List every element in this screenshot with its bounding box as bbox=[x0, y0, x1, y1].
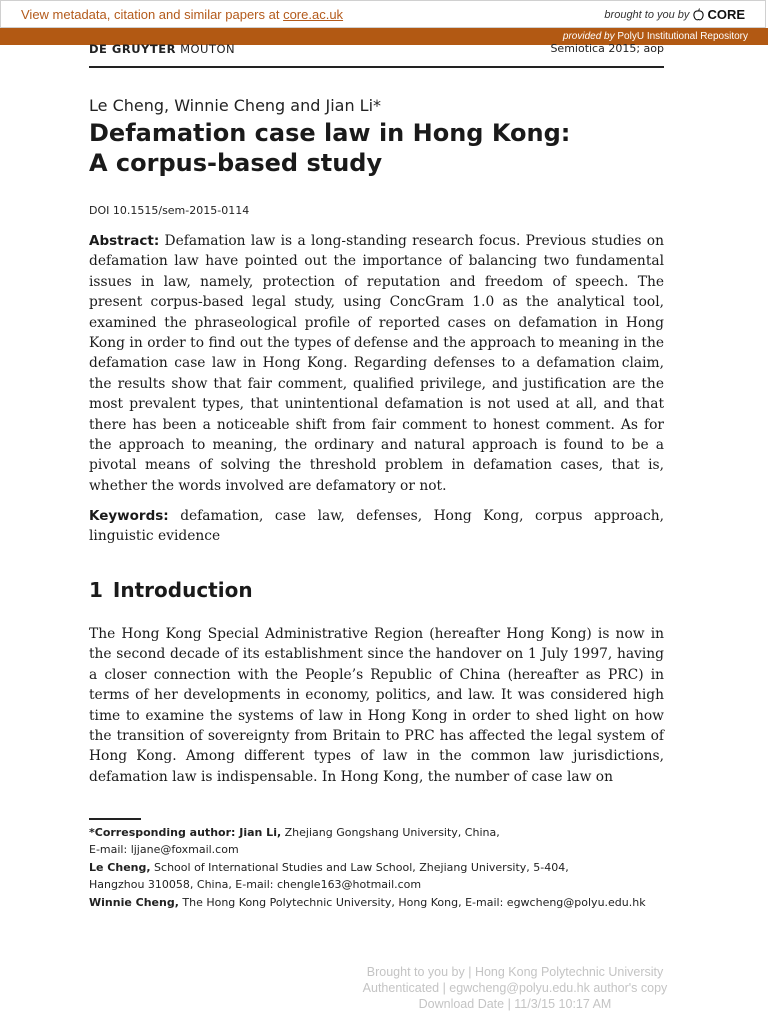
publisher-name bbox=[89, 42, 235, 56]
brought-to-you-label: brought to you by bbox=[604, 8, 690, 21]
core-banner bbox=[0, 0, 766, 28]
wcheng-label: Winnie Cheng, bbox=[89, 895, 179, 909]
cheng-affil: School of International Studies and Law School, Zhejiang University, 5-404, bbox=[150, 860, 569, 874]
wcheng-affil: The Hong Kong Polytechnic University, Hong Kong, E-mail: egwcheng@polyu.edu.hk bbox=[178, 895, 646, 909]
keywords-text: defamation, case law, defenses, Hong Kong, corpus approach, linguistic evidence bbox=[89, 508, 664, 545]
provided-by-repo-link[interactable]: PolyU Institutional Repository bbox=[617, 31, 748, 42]
footnote-rule bbox=[89, 818, 141, 820]
corr-email: E-mail: ljjane@foxmail.com bbox=[89, 843, 239, 857]
core-metadata-link[interactable] bbox=[21, 7, 343, 22]
abstract-label: Abstract: bbox=[89, 233, 160, 249]
publisher-bold: DE GRUYTER bbox=[89, 42, 176, 56]
watermark-line-2: Authenticated | egwcheng@polyu.edu.hk author's copy bbox=[362, 981, 668, 995]
footnote-corresponding bbox=[89, 824, 679, 841]
author-list: Le Cheng, Winnie Cheng and Jian Li* bbox=[89, 96, 382, 115]
doi: DOI 10.1515/sem-2015-0114 bbox=[89, 204, 250, 217]
abstract bbox=[89, 231, 664, 496]
keywords-label: Keywords: bbox=[89, 508, 169, 524]
core-link-domain: core.ac.uk bbox=[283, 7, 344, 22]
title-line-2: A corpus-based study bbox=[89, 149, 383, 177]
abstract-text: Defamation law is a long-standing research focus. Previous studies on defamation law have pointed out the importance of balancing two fundamental issues in law, namely, protection of reputation and freedom of speech. The present corpus-based legal study, using ConcGram 1.0 as the analytical tool, examined the phraseological profile of reported cases on defamation in Hong Kong in order to find out the types of defense and the approach to meaning in the defamation case law in Hong Kong. Regarding defenses to a defamation claim, the results show that fair comment, qualified privilege, and justification are the most prevalent types, that unintentional defamation is not used at all, and that there has been a noticeable shift from fair comment to honest comment. As for the approach to meaning, the ordinary and natural approach is found to be a pivotal means of solving the threshold problem in defamation cases, that is, whether the words involved are defamatory or not. bbox=[89, 233, 664, 494]
watermark-line-3: Download Date | 11/3/15 10:17 AM bbox=[418, 997, 612, 1011]
core-brought-to-you bbox=[604, 7, 745, 22]
corr-label: *Corresponding author: Jian Li, bbox=[89, 826, 282, 839]
download-watermark bbox=[300, 964, 730, 1012]
keywords bbox=[89, 506, 664, 547]
corr-affil: Zhejiang Gongshang University, China, bbox=[281, 826, 500, 839]
cheng-affil-2: Hangzhou 310058, China, E-mail: chengle163@hotmail.com bbox=[89, 878, 422, 892]
provided-by-label: provided by bbox=[562, 31, 615, 42]
core-logo-text: CORE bbox=[707, 7, 745, 22]
core-link-prefix: View metadata, citation and similar papers at bbox=[21, 7, 284, 22]
core-logo[interactable] bbox=[693, 7, 745, 22]
title-line-1: Defamation case law in Hong Kong: bbox=[89, 119, 571, 147]
footnotes bbox=[89, 824, 679, 911]
watermark-line-1: Brought to you by | Hong Kong Polytechnic University bbox=[366, 965, 664, 979]
journal-info: Semiotica 2015; aop bbox=[550, 42, 664, 55]
section-number: 1 bbox=[89, 578, 103, 602]
publisher-rest: MOUTON bbox=[175, 42, 236, 56]
core-apple-icon bbox=[693, 8, 704, 21]
paper-title bbox=[89, 118, 664, 178]
section-heading bbox=[89, 578, 253, 602]
intro-paragraph: The Hong Kong Special Administrative Region (hereafter Hong Kong) is now in the second decade of its establishment since the handover on 1 July 1997, having a closer connection with the People’s Republic of China (hereafter as PRC) in terms of her developments in economy, politics, and law. It was considered high time to examine the systems of law in Hong Kong in order to shed light on how the transition of sovereignty from Britain to PRC has affected the legal system of Hong Kong. Among different types of law in the common law jurisdictions, defamation law is indispensable. In Hong Kong, the number of case law on bbox=[89, 626, 664, 785]
cheng-label: Le Cheng, bbox=[89, 860, 151, 874]
footnote-le-cheng bbox=[89, 859, 679, 876]
section-title: Introduction bbox=[112, 578, 253, 602]
header-rule bbox=[89, 66, 664, 68]
footnote-winnie-cheng bbox=[89, 894, 679, 911]
